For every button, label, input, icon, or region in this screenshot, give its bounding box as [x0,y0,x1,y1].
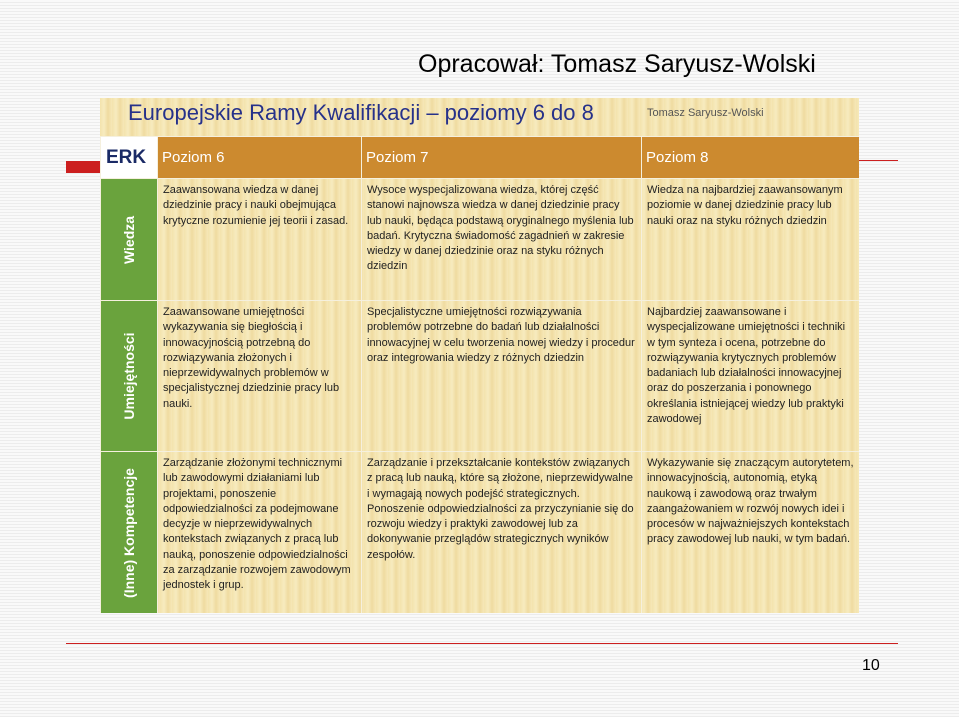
page-number: 10 [862,657,880,674]
row-label-cell [101,301,158,452]
table-row [101,452,860,614]
table-cell: Wysoce wyspecjalizowana wiedza, której część stanowi najnowsza wiedza w danej dziedzinie pracy lub nauki, będąca podstawą oryginalnego myślenia lub badań. Krytyczna świadomość zagadnień w zakresie wiedzy w danej dziedzinie oraz na styku różnych dziedzin [362,179,642,301]
erk-corner-label: ERK [101,137,158,179]
table-cell: Zaawansowane umiejętności wykazywania się biegłością i innowacyjnością potrzebną do rozwiązywania złożonych i nieprzewidywalnych problemów w specjalistycznej dziedzinie pracy lub nauki. [158,301,362,452]
row-label-umiejetnosci: Umiejętności [121,332,137,420]
table-header-row [101,137,860,179]
table-cell: Zarządzanie złożonymi technicznymi lub zawodowymi działaniami lub projektami, ponoszenie odpowiedzialności za podejmowane decyzje w nieprzewidywalnych kontekstach związanych z pracą lub nauką, ponoszenie odpowiedzialności za zarządzanie rozwojem zawodowym jednostek i grup. [158,452,362,614]
erk-table [100,136,859,613]
row-label-kompetencje: (Inne) Kompetencje [121,467,137,598]
slide-author: Tomasz Saryusz-Wolski [647,107,764,119]
table-cell: Zarządzanie i przekształcanie kontekstów związanych z pracą lub nauką, które są złożone, nieprzewidywalne i wymagają nowych podejść strategicznych. Ponoszenie odpowiedzialności za przyczynianie się do rozwoju wiedzy i praktyki zawodowej lub za dokonywanie przeglądów strategicznych wyników zespołów. [362,452,642,614]
table-cell: Wykazywanie się znaczącym autorytetem, innowacyjnością, autonomią, etyką naukową i zawodową oraz trwałym zaangażowaniem w rozwój nowych idei i procesów w najważniejszych kontekstach pracy zawodowej lub nauki, w tym badań. [642,452,860,614]
slide-title: Europejskie Ramy Kwalifikacji – poziomy 6 do 8 [128,100,594,125]
row-label-cell [101,179,158,301]
table-cell: Wiedza na najbardziej zaawansowanym poziomie w danej dziedzinie pracy lub nauki oraz na styku różnych dziedzin [642,179,860,301]
table-row [101,179,860,301]
red-accent-line [858,160,898,161]
table-cell: Specjalistyczne umiejętności rozwiązywania problemów potrzebne do badań lub działalności innowacyjnej w celu tworzenia nowej wiedzy i procedur oraz integrowania wiedzy z różnych dziedzin [362,301,642,452]
red-accent-bar [66,161,102,173]
slide-image [100,98,859,613]
table-cell: Najbardziej zaawansowane i wyspecjalizowane umiejętności i techniki w tym synteza i ocena, potrzebne do rozwiązywania krytycznych problemów badaniach lub działalności innowacyjnej oraz do poszerzania i ponownego określania istniejącej wiedzy lub praktyki zawodowej [642,301,860,452]
row-label-cell [101,452,158,614]
table-row [101,301,860,452]
table-cell: Zaawansowana wiedza w danej dziedzinie pracy i nauki obejmująca krytyczne rozumienie jej teorii i zasad. [158,179,362,301]
level-7-header: Poziom 7 [362,137,642,179]
level-8-header: Poziom 8 [642,137,860,179]
row-label-wiedza: Wiedza [121,215,137,264]
footer-divider [66,643,898,644]
level-6-header: Poziom 6 [158,137,362,179]
author-heading: Opracował: Tomasz Saryusz-Wolski [418,50,816,78]
